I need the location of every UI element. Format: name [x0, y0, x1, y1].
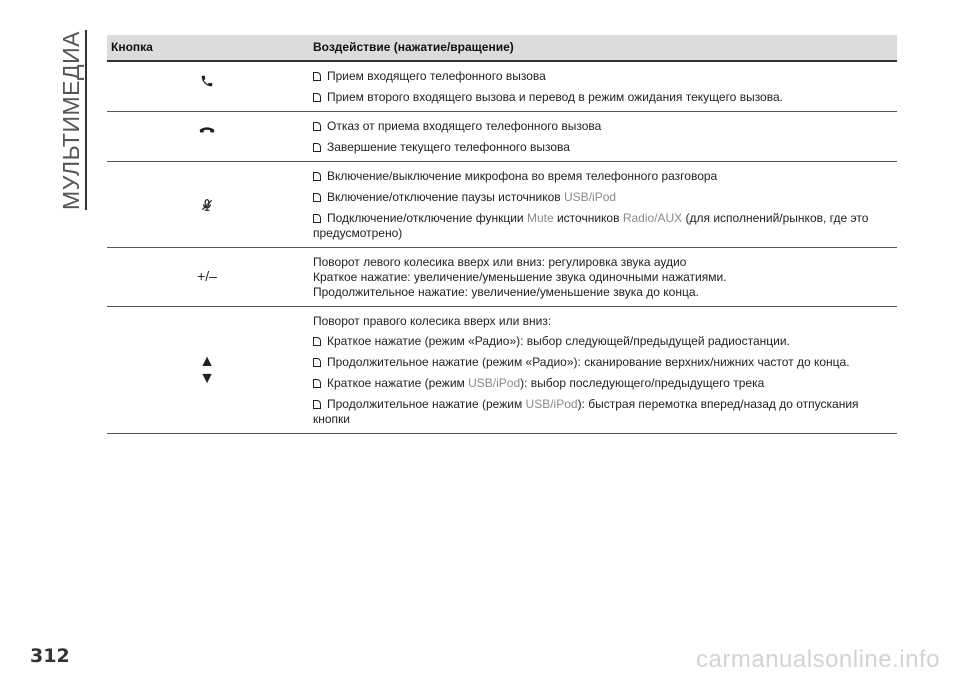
phone-hangup-icon — [199, 125, 215, 135]
watermark: carmanualsonline.info — [696, 646, 940, 673]
bullet-icon — [313, 193, 321, 202]
text-line: Продолжительное нажатие: увеличение/уменьшение звука до конца. — [313, 285, 699, 299]
bullet-icon — [313, 122, 321, 131]
list-item: Включение/выключение микрофона во время телефонного разговора — [313, 169, 893, 184]
page-number: 312 — [30, 645, 70, 667]
bullet-icon — [313, 400, 321, 409]
text-line: Поворот левого колесика вверх или вниз: регулировка звука аудио — [313, 255, 687, 269]
volume-button-label: +/– — [197, 268, 217, 284]
action-cell — [307, 112, 897, 162]
bullet-icon — [313, 358, 321, 367]
section-title-bar — [85, 30, 87, 210]
arrow-up-icon: ▲ — [199, 353, 215, 370]
list-item: Завершение текущего телефонного вызова — [313, 140, 893, 155]
table-header-row — [107, 35, 897, 61]
arrow-down-icon: ▼ — [199, 370, 215, 387]
bullet-icon — [313, 72, 321, 81]
text-line: Поворот правого колесика вверх или вниз: — [313, 314, 552, 328]
button-cell — [107, 112, 307, 162]
section-title: МУЛЬТИМЕДИА — [57, 30, 84, 210]
list-item: Прием второго входящего вызова и перевод в режим ожидания текущего вызова. — [313, 90, 893, 105]
list-item: Краткое нажатие (режим «Радио»): выбор следующей/предыдущей радиостанции. — [313, 334, 893, 349]
bullet-icon — [313, 214, 321, 223]
table-row — [107, 248, 897, 307]
button-cell — [107, 307, 307, 434]
list-item: Включение/отключение паузы источников USB/iPod — [313, 190, 893, 205]
header-button: Кнопка — [107, 35, 307, 61]
table-row — [107, 162, 897, 248]
steering-buttons-table — [107, 35, 897, 434]
button-cell — [107, 162, 307, 248]
list-item: Продолжительное нажатие (режим USB/iPod): быстрая перемотка вперед/назад до отпускания кнопки — [313, 397, 859, 426]
list-item: Краткое нажатие (режим USB/iPod): выбор последующего/предыдущего трека — [313, 376, 893, 391]
bullet-icon — [313, 143, 321, 152]
button-cell — [107, 248, 307, 307]
phone-answer-icon — [200, 74, 214, 88]
bullet-icon — [313, 172, 321, 181]
header-action: Воздействие (нажатие/вращение) — [307, 35, 897, 61]
mute-icon — [200, 198, 214, 212]
table-row — [107, 112, 897, 162]
list-item: Прием входящего телефонного вызова — [313, 69, 893, 84]
bullet-icon — [313, 337, 321, 346]
bullet-icon — [313, 379, 321, 388]
table-row — [107, 61, 897, 112]
action-cell — [307, 307, 897, 434]
action-cell — [307, 162, 897, 248]
table-row — [107, 307, 897, 434]
list-item: Подключение/отключение функции Mute источников Radio/AUX (для исполнений/рынков, где это предусмотрено) — [313, 211, 869, 240]
button-cell — [107, 61, 307, 112]
list-item: Отказ от приема входящего телефонного вызова — [313, 119, 893, 134]
action-cell — [307, 61, 897, 112]
bullet-icon — [313, 93, 321, 102]
text-line: Краткое нажатие: увеличение/уменьшение звука одиночными нажатиями. — [313, 270, 727, 284]
list-item: Продолжительное нажатие (режим «Радио»): сканирование верхних/нижних частот до конца. — [313, 355, 893, 370]
action-cell — [307, 248, 897, 307]
